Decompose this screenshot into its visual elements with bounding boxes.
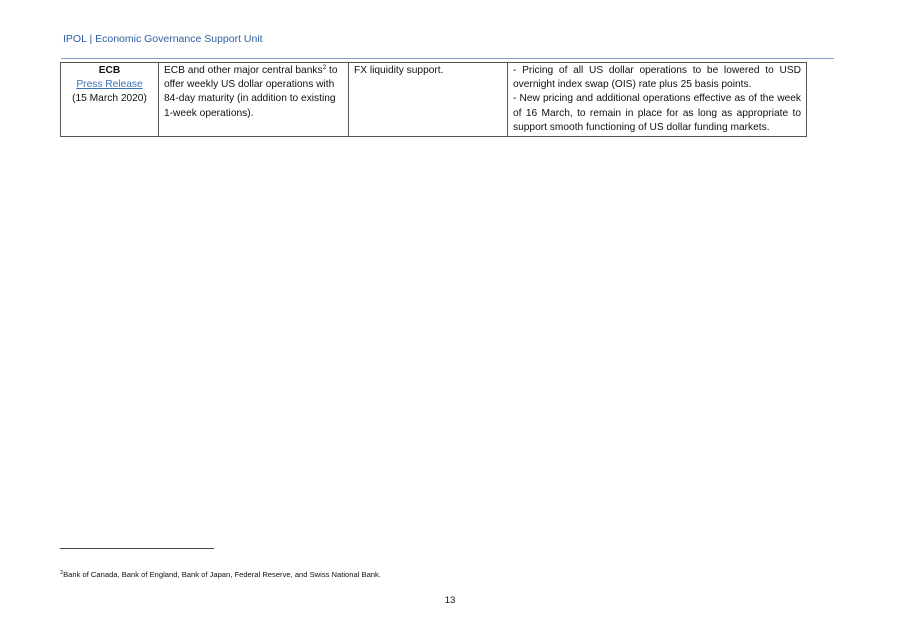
detail-item: - Pricing of all US dollar operations to be lowered to USD overnight index swap (OIS) rate plus 25 basis points.	[513, 65, 801, 91]
institution-cell	[61, 63, 159, 137]
running-header: IPOL | Economic Governance Support Unit	[63, 33, 263, 45]
footnote	[60, 570, 381, 579]
announcement-date: (15 March 2020)	[72, 93, 147, 105]
measure-type: FX liquidity support.	[354, 65, 444, 76]
detail-item: - New pricing and additional operations effective as of the week of 16 March, to remain in place for as long as appropriate to support smooth functioning of US dollar funding markets.	[513, 93, 801, 133]
press-release-link[interactable]: Press Release	[76, 79, 143, 91]
type-cell	[349, 63, 508, 137]
details-cell	[508, 63, 807, 137]
footnote-number: 2	[60, 570, 64, 576]
header-divider	[61, 58, 834, 59]
measures-table	[60, 62, 807, 137]
footnote-separator	[60, 548, 214, 549]
footnote-text: Bank of Canada, Bank of England, Bank of Japan, Federal Reserve, and Swiss National Bank.	[63, 570, 381, 579]
measure-text-continued: to offer weekly US dollar operations with 84-day maturity (in addition to existing 1-week operations).	[164, 65, 338, 119]
table-row	[61, 63, 807, 137]
footnote-reference[interactable]: 2	[322, 64, 327, 71]
page-number: 13	[444, 595, 456, 606]
measure-cell	[159, 63, 349, 137]
measure-text: ECB and other major central banks	[164, 65, 323, 76]
institution-name: ECB	[98, 65, 121, 76]
